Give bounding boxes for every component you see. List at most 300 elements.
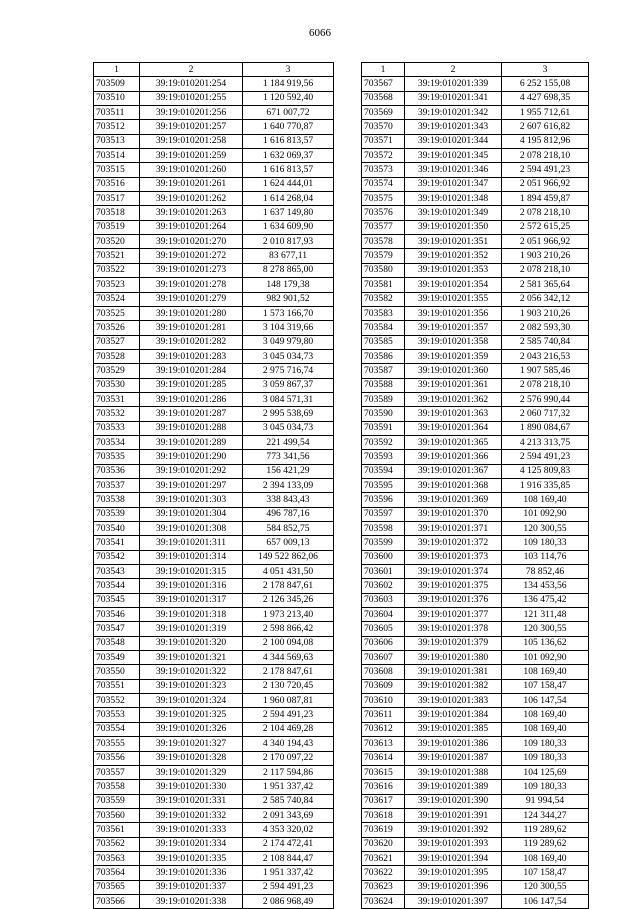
value-cell: 773 341,56 bbox=[243, 450, 334, 464]
row-number-cell: 703550 bbox=[94, 665, 140, 679]
row-number-cell: 703545 bbox=[94, 593, 140, 607]
table-row bbox=[94, 206, 334, 220]
cadastral-number-cell: 39:19:010201:336 bbox=[140, 866, 243, 880]
cadastral-number-cell: 39:19:010201:371 bbox=[405, 522, 502, 536]
table-row bbox=[94, 149, 334, 163]
value-cell: 105 136,62 bbox=[502, 636, 589, 650]
value-cell: 148 179,38 bbox=[243, 278, 334, 292]
cadastral-number-cell: 39:19:010201:377 bbox=[405, 608, 502, 622]
value-cell: 109 180,33 bbox=[502, 737, 589, 751]
table-row bbox=[362, 421, 589, 435]
value-cell: 4 353 320,02 bbox=[243, 823, 334, 837]
row-number-cell: 703563 bbox=[94, 851, 140, 865]
table-row bbox=[362, 808, 589, 822]
row-number-cell: 703528 bbox=[94, 349, 140, 363]
table-row bbox=[94, 722, 334, 736]
cadastral-number-cell: 39:19:010201:367 bbox=[405, 464, 502, 478]
row-number-cell: 703567 bbox=[362, 77, 405, 91]
value-cell: 109 180,33 bbox=[502, 536, 589, 550]
cadastral-number-cell: 39:19:010201:264 bbox=[140, 220, 243, 234]
row-number-cell: 703515 bbox=[94, 163, 140, 177]
row-number-cell: 703603 bbox=[362, 593, 405, 607]
cadastral-number-cell: 39:19:010201:256 bbox=[140, 106, 243, 120]
row-number-cell: 703573 bbox=[362, 163, 405, 177]
table-row bbox=[362, 91, 589, 105]
value-cell: 4 195 812,96 bbox=[502, 134, 589, 148]
table-row bbox=[362, 321, 589, 335]
cadastral-number-cell: 39:19:010201:355 bbox=[405, 292, 502, 306]
row-number-cell: 703576 bbox=[362, 206, 405, 220]
table-row bbox=[94, 536, 334, 550]
row-number-cell: 703509 bbox=[94, 77, 140, 91]
row-number-cell: 703522 bbox=[94, 263, 140, 277]
table-row bbox=[94, 765, 334, 779]
cadastral-number-cell: 39:19:010201:365 bbox=[405, 435, 502, 449]
cadastral-number-cell: 39:19:010201:318 bbox=[140, 608, 243, 622]
table-row bbox=[94, 192, 334, 206]
row-number-cell: 703565 bbox=[94, 880, 140, 894]
value-cell: 104 125,69 bbox=[502, 765, 589, 779]
table-row bbox=[94, 321, 334, 335]
row-number-cell: 703541 bbox=[94, 536, 140, 550]
cadastral-number-cell: 39:19:010201:289 bbox=[140, 435, 243, 449]
value-cell: 1 637 149,80 bbox=[243, 206, 334, 220]
value-cell: 2 572 615,25 bbox=[502, 220, 589, 234]
row-number-cell: 703612 bbox=[362, 722, 405, 736]
table-header-row bbox=[362, 63, 589, 77]
value-cell: 106 147,54 bbox=[502, 694, 589, 708]
cadastral-number-cell: 39:19:010201:361 bbox=[405, 378, 502, 392]
table-row bbox=[94, 579, 334, 593]
value-cell: 1 903 210,26 bbox=[502, 306, 589, 320]
cadastral-number-cell: 39:19:010201:286 bbox=[140, 392, 243, 406]
value-cell: 3 104 319,66 bbox=[243, 321, 334, 335]
value-cell: 1 616 813,57 bbox=[243, 134, 334, 148]
row-number-cell: 703601 bbox=[362, 565, 405, 579]
value-cell: 4 427 698,35 bbox=[502, 91, 589, 105]
row-number-cell: 703595 bbox=[362, 478, 405, 492]
row-number-cell: 703538 bbox=[94, 493, 140, 507]
table-row bbox=[94, 493, 334, 507]
table-row bbox=[94, 235, 334, 249]
cadastral-number-cell: 39:19:010201:303 bbox=[140, 493, 243, 507]
column-header: 3 bbox=[502, 63, 589, 77]
row-number-cell: 703621 bbox=[362, 851, 405, 865]
value-cell: 2 126 345,26 bbox=[243, 593, 334, 607]
cadastral-number-cell: 39:19:010201:324 bbox=[140, 694, 243, 708]
value-cell: 2 108 844,47 bbox=[243, 851, 334, 865]
value-cell: 4 125 809,83 bbox=[502, 464, 589, 478]
value-cell: 1 640 770,87 bbox=[243, 120, 334, 134]
row-number-cell: 703606 bbox=[362, 636, 405, 650]
table-row bbox=[362, 349, 589, 363]
value-cell: 2 394 133,09 bbox=[243, 478, 334, 492]
cadastral-number-cell: 39:19:010201:338 bbox=[140, 894, 243, 908]
cadastral-number-cell: 39:19:010201:255 bbox=[140, 91, 243, 105]
table-row bbox=[94, 478, 334, 492]
cadastral-number-cell: 39:19:010201:373 bbox=[405, 550, 502, 564]
value-cell: 2 178 847,61 bbox=[243, 579, 334, 593]
value-cell: 109 180,33 bbox=[502, 780, 589, 794]
table-row bbox=[94, 292, 334, 306]
value-cell: 2 607 616,82 bbox=[502, 120, 589, 134]
table-row bbox=[94, 450, 334, 464]
row-number-cell: 703533 bbox=[94, 421, 140, 435]
value-cell: 2 594 491,23 bbox=[243, 708, 334, 722]
cadastral-number-cell: 39:19:010201:273 bbox=[140, 263, 243, 277]
row-number-cell: 703623 bbox=[362, 880, 405, 894]
cadastral-number-cell: 39:19:010201:378 bbox=[405, 622, 502, 636]
value-cell: 101 092,90 bbox=[502, 651, 589, 665]
row-number-cell: 703529 bbox=[94, 364, 140, 378]
row-number-cell: 703555 bbox=[94, 737, 140, 751]
row-number-cell: 703596 bbox=[362, 493, 405, 507]
value-cell: 1 951 337,42 bbox=[243, 866, 334, 880]
row-number-cell: 703579 bbox=[362, 249, 405, 263]
row-number-cell: 703549 bbox=[94, 651, 140, 665]
cadastral-number-cell: 39:19:010201:331 bbox=[140, 794, 243, 808]
table-header-row bbox=[94, 63, 334, 77]
table-row bbox=[94, 220, 334, 234]
cadastral-number-cell: 39:19:010201:332 bbox=[140, 808, 243, 822]
row-number-cell: 703511 bbox=[94, 106, 140, 120]
value-cell: 657 009,13 bbox=[243, 536, 334, 550]
value-cell: 1 184 919,56 bbox=[243, 77, 334, 91]
value-cell: 2 594 491,23 bbox=[502, 163, 589, 177]
row-number-cell: 703517 bbox=[94, 192, 140, 206]
column-header: 1 bbox=[94, 63, 140, 77]
cadastral-number-cell: 39:19:010201:380 bbox=[405, 651, 502, 665]
row-number-cell: 703542 bbox=[94, 550, 140, 564]
value-cell: 671 007,72 bbox=[243, 106, 334, 120]
row-number-cell: 703578 bbox=[362, 235, 405, 249]
row-number-cell: 703521 bbox=[94, 249, 140, 263]
table-row bbox=[362, 435, 589, 449]
table-row bbox=[94, 694, 334, 708]
table-row bbox=[362, 608, 589, 622]
row-number-cell: 703583 bbox=[362, 306, 405, 320]
cadastral-number-cell: 39:19:010201:363 bbox=[405, 407, 502, 421]
value-cell: 2 086 968,49 bbox=[243, 894, 334, 908]
cadastral-number-cell: 39:19:010201:262 bbox=[140, 192, 243, 206]
value-cell: 1 960 087,81 bbox=[243, 694, 334, 708]
cadastral-number-cell: 39:19:010201:260 bbox=[140, 163, 243, 177]
cadastral-number-cell: 39:19:010201:369 bbox=[405, 493, 502, 507]
cadastral-number-cell: 39:19:010201:311 bbox=[140, 536, 243, 550]
column-header: 2 bbox=[405, 63, 502, 77]
table-row bbox=[362, 880, 589, 894]
table-row bbox=[362, 134, 589, 148]
row-number-cell: 703605 bbox=[362, 622, 405, 636]
cadastral-number-cell: 39:19:010201:375 bbox=[405, 579, 502, 593]
value-cell: 2 598 866,42 bbox=[243, 622, 334, 636]
cadastral-number-cell: 39:19:010201:342 bbox=[405, 106, 502, 120]
value-cell: 2 010 817,93 bbox=[243, 235, 334, 249]
row-number-cell: 703537 bbox=[94, 478, 140, 492]
table-row bbox=[362, 550, 589, 564]
row-number-cell: 703619 bbox=[362, 823, 405, 837]
cadastral-number-cell: 39:19:010201:322 bbox=[140, 665, 243, 679]
row-number-cell: 703620 bbox=[362, 837, 405, 851]
table-row bbox=[362, 866, 589, 880]
column-header: 1 bbox=[362, 63, 405, 77]
table-row bbox=[362, 507, 589, 521]
column-header: 2 bbox=[140, 63, 243, 77]
table-row bbox=[362, 522, 589, 536]
value-cell: 2 585 740,84 bbox=[502, 335, 589, 349]
row-number-cell: 703591 bbox=[362, 421, 405, 435]
row-number-cell: 703584 bbox=[362, 321, 405, 335]
cadastral-number-cell: 39:19:010201:351 bbox=[405, 235, 502, 249]
value-cell: 2 178 847,61 bbox=[243, 665, 334, 679]
cadastral-number-cell: 39:19:010201:278 bbox=[140, 278, 243, 292]
table-row bbox=[362, 335, 589, 349]
row-number-cell: 703564 bbox=[94, 866, 140, 880]
value-cell: 1 894 459,87 bbox=[502, 192, 589, 206]
value-cell: 6 252 155,08 bbox=[502, 77, 589, 91]
cadastral-number-cell: 39:19:010201:319 bbox=[140, 622, 243, 636]
value-cell: 101 092,90 bbox=[502, 507, 589, 521]
table-row bbox=[94, 378, 334, 392]
table-row bbox=[94, 91, 334, 105]
cadastral-number-cell: 39:19:010201:304 bbox=[140, 507, 243, 521]
row-number-cell: 703526 bbox=[94, 321, 140, 335]
table-row bbox=[362, 407, 589, 421]
row-number-cell: 703590 bbox=[362, 407, 405, 421]
row-number-cell: 703615 bbox=[362, 765, 405, 779]
row-number-cell: 703547 bbox=[94, 622, 140, 636]
cadastral-number-cell: 39:19:010201:339 bbox=[405, 77, 502, 91]
column-header: 3 bbox=[243, 63, 334, 77]
table-row bbox=[94, 823, 334, 837]
value-cell: 1 916 335,85 bbox=[502, 478, 589, 492]
table-row bbox=[94, 608, 334, 622]
table-row bbox=[362, 149, 589, 163]
row-number-cell: 703608 bbox=[362, 665, 405, 679]
cadastral-number-cell: 39:19:010201:394 bbox=[405, 851, 502, 865]
table-row bbox=[362, 722, 589, 736]
table-row bbox=[362, 665, 589, 679]
row-number-cell: 703548 bbox=[94, 636, 140, 650]
table-row bbox=[94, 435, 334, 449]
value-cell: 108 169,40 bbox=[502, 708, 589, 722]
value-cell: 2 130 720,45 bbox=[243, 679, 334, 693]
row-number-cell: 703523 bbox=[94, 278, 140, 292]
value-cell: 2 174 472,41 bbox=[243, 837, 334, 851]
cadastral-number-cell: 39:19:010201:352 bbox=[405, 249, 502, 263]
value-cell: 584 852,75 bbox=[243, 522, 334, 536]
cadastral-number-cell: 39:19:010201:317 bbox=[140, 593, 243, 607]
value-cell: 2 082 593,30 bbox=[502, 321, 589, 335]
value-cell: 2 995 538,69 bbox=[243, 407, 334, 421]
value-cell: 221 499,54 bbox=[243, 435, 334, 449]
table-row bbox=[362, 364, 589, 378]
table-row bbox=[362, 708, 589, 722]
cadastral-number-cell: 39:19:010201:280 bbox=[140, 306, 243, 320]
cadastral-number-cell: 39:19:010201:329 bbox=[140, 765, 243, 779]
row-number-cell: 703556 bbox=[94, 751, 140, 765]
cadastral-number-cell: 39:19:010201:392 bbox=[405, 823, 502, 837]
value-cell: 1 120 592,40 bbox=[243, 91, 334, 105]
cadastral-number-cell: 39:19:010201:337 bbox=[140, 880, 243, 894]
row-number-cell: 703531 bbox=[94, 392, 140, 406]
cadastral-number-cell: 39:19:010201:290 bbox=[140, 450, 243, 464]
cadastral-number-cell: 39:19:010201:344 bbox=[405, 134, 502, 148]
table-row bbox=[362, 565, 589, 579]
table-row bbox=[362, 765, 589, 779]
value-cell: 1 903 210,26 bbox=[502, 249, 589, 263]
table-row bbox=[94, 177, 334, 191]
row-number-cell: 703586 bbox=[362, 349, 405, 363]
value-cell: 3 084 571,31 bbox=[243, 392, 334, 406]
cadastral-number-cell: 39:19:010201:326 bbox=[140, 722, 243, 736]
table-row bbox=[362, 464, 589, 478]
value-cell: 2 043 216,53 bbox=[502, 349, 589, 363]
value-cell: 108 169,40 bbox=[502, 851, 589, 865]
row-number-cell: 703530 bbox=[94, 378, 140, 392]
value-cell: 2 091 343,69 bbox=[243, 808, 334, 822]
row-number-cell: 703532 bbox=[94, 407, 140, 421]
table-row bbox=[362, 206, 589, 220]
left-data-table bbox=[93, 62, 334, 909]
table-row bbox=[362, 894, 589, 908]
table-row bbox=[94, 780, 334, 794]
value-cell: 4 344 569,63 bbox=[243, 651, 334, 665]
table-row bbox=[362, 851, 589, 865]
value-cell: 1 890 084,67 bbox=[502, 421, 589, 435]
value-cell: 3 049 979,80 bbox=[243, 335, 334, 349]
table-row bbox=[362, 306, 589, 320]
table-row bbox=[94, 106, 334, 120]
cadastral-number-cell: 39:19:010201:320 bbox=[140, 636, 243, 650]
cadastral-number-cell: 39:19:010201:270 bbox=[140, 235, 243, 249]
cadastral-number-cell: 39:19:010201:285 bbox=[140, 378, 243, 392]
value-cell: 2 078 218,10 bbox=[502, 263, 589, 277]
cadastral-number-cell: 39:19:010201:357 bbox=[405, 321, 502, 335]
value-cell: 109 180,33 bbox=[502, 751, 589, 765]
value-cell: 120 300,55 bbox=[502, 622, 589, 636]
value-cell: 2 104 469,28 bbox=[243, 722, 334, 736]
value-cell: 2 051 966,92 bbox=[502, 177, 589, 191]
row-number-cell: 703510 bbox=[94, 91, 140, 105]
table-row bbox=[362, 478, 589, 492]
table-row bbox=[362, 292, 589, 306]
table-row bbox=[362, 579, 589, 593]
row-number-cell: 703558 bbox=[94, 780, 140, 794]
value-cell: 496 787,16 bbox=[243, 507, 334, 521]
cadastral-number-cell: 39:19:010201:382 bbox=[405, 679, 502, 693]
table-row bbox=[362, 823, 589, 837]
row-number-cell: 703560 bbox=[94, 808, 140, 822]
value-cell: 149 522 862,06 bbox=[243, 550, 334, 564]
table-row bbox=[94, 636, 334, 650]
table-row bbox=[94, 622, 334, 636]
cadastral-number-cell: 39:19:010201:396 bbox=[405, 880, 502, 894]
cadastral-number-cell: 39:19:010201:372 bbox=[405, 536, 502, 550]
row-number-cell: 703607 bbox=[362, 651, 405, 665]
table-row bbox=[94, 120, 334, 134]
row-number-cell: 703604 bbox=[362, 608, 405, 622]
table-row bbox=[362, 737, 589, 751]
cadastral-number-cell: 39:19:010201:257 bbox=[140, 120, 243, 134]
value-cell: 91 994,54 bbox=[502, 794, 589, 808]
row-number-cell: 703598 bbox=[362, 522, 405, 536]
cadastral-number-cell: 39:19:010201:284 bbox=[140, 364, 243, 378]
table-row bbox=[94, 593, 334, 607]
value-cell: 119 289,62 bbox=[502, 837, 589, 851]
table-row bbox=[362, 163, 589, 177]
cadastral-number-cell: 39:19:010201:358 bbox=[405, 335, 502, 349]
table-row bbox=[362, 278, 589, 292]
row-number-cell: 703574 bbox=[362, 177, 405, 191]
cadastral-number-cell: 39:19:010201:258 bbox=[140, 134, 243, 148]
cadastral-number-cell: 39:19:010201:272 bbox=[140, 249, 243, 263]
cadastral-number-cell: 39:19:010201:321 bbox=[140, 651, 243, 665]
cadastral-number-cell: 39:19:010201:325 bbox=[140, 708, 243, 722]
value-cell: 2 078 218,10 bbox=[502, 206, 589, 220]
cadastral-number-cell: 39:19:010201:328 bbox=[140, 751, 243, 765]
table-row bbox=[362, 263, 589, 277]
row-number-cell: 703539 bbox=[94, 507, 140, 521]
row-number-cell: 703569 bbox=[362, 106, 405, 120]
cadastral-number-cell: 39:19:010201:283 bbox=[140, 349, 243, 363]
row-number-cell: 703600 bbox=[362, 550, 405, 564]
table-row bbox=[362, 751, 589, 765]
value-cell: 2 581 365,64 bbox=[502, 278, 589, 292]
value-cell: 982 901,52 bbox=[243, 292, 334, 306]
row-number-cell: 703594 bbox=[362, 464, 405, 478]
table-row bbox=[362, 593, 589, 607]
table-row bbox=[94, 306, 334, 320]
cadastral-number-cell: 39:19:010201:315 bbox=[140, 565, 243, 579]
value-cell: 338 843,43 bbox=[243, 493, 334, 507]
value-cell: 3 045 034,73 bbox=[243, 349, 334, 363]
cadastral-number-cell: 39:19:010201:292 bbox=[140, 464, 243, 478]
cadastral-number-cell: 39:19:010201:368 bbox=[405, 478, 502, 492]
cadastral-number-cell: 39:19:010201:379 bbox=[405, 636, 502, 650]
table-row bbox=[362, 636, 589, 650]
cadastral-number-cell: 39:19:010201:343 bbox=[405, 120, 502, 134]
table-row bbox=[362, 694, 589, 708]
row-number-cell: 703536 bbox=[94, 464, 140, 478]
table-row bbox=[94, 550, 334, 564]
row-number-cell: 703562 bbox=[94, 837, 140, 851]
cadastral-number-cell: 39:19:010201:316 bbox=[140, 579, 243, 593]
cadastral-number-cell: 39:19:010201:281 bbox=[140, 321, 243, 335]
cadastral-number-cell: 39:19:010201:362 bbox=[405, 392, 502, 406]
row-number-cell: 703525 bbox=[94, 306, 140, 320]
table-row bbox=[94, 407, 334, 421]
value-cell: 108 169,40 bbox=[502, 493, 589, 507]
value-cell: 1 614 268,04 bbox=[243, 192, 334, 206]
table-row bbox=[94, 522, 334, 536]
row-number-cell: 703512 bbox=[94, 120, 140, 134]
value-cell: 2 975 716,74 bbox=[243, 364, 334, 378]
value-cell: 121 311,48 bbox=[502, 608, 589, 622]
row-number-cell: 703582 bbox=[362, 292, 405, 306]
value-cell: 2 585 740,84 bbox=[243, 794, 334, 808]
cadastral-number-cell: 39:19:010201:346 bbox=[405, 163, 502, 177]
row-number-cell: 703617 bbox=[362, 794, 405, 808]
cadastral-number-cell: 39:19:010201:282 bbox=[140, 335, 243, 349]
table-row bbox=[94, 866, 334, 880]
row-number-cell: 703553 bbox=[94, 708, 140, 722]
value-cell: 78 852,46 bbox=[502, 565, 589, 579]
value-cell: 2 078 218,10 bbox=[502, 149, 589, 163]
value-cell: 2 051 966,92 bbox=[502, 235, 589, 249]
cadastral-number-cell: 39:19:010201:347 bbox=[405, 177, 502, 191]
table-row bbox=[362, 837, 589, 851]
